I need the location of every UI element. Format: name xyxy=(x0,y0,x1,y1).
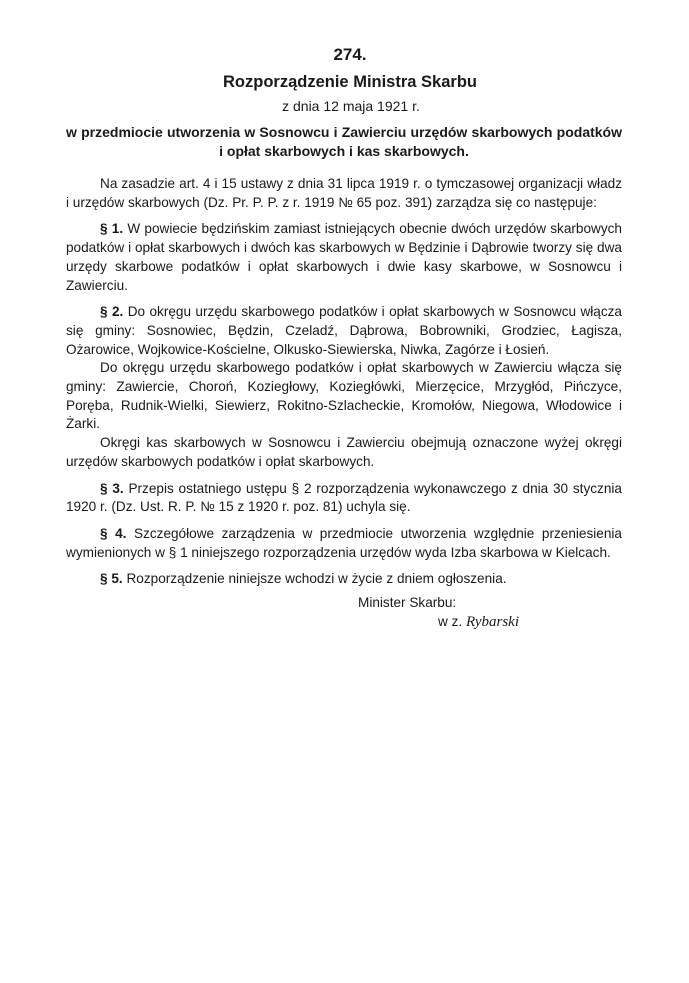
document-title: Rozporządzenie Ministra Skarbu xyxy=(223,73,477,91)
section-4-label: § 4. xyxy=(100,525,127,541)
section-2-text: Do okręgu urzędu skarbowego podatków i opłat skarbowych w Sosnowcu włącza się gminy: Sosnowiec, Będzin, Czeladź, Dąbrowa, Bobrowniki, Grodziec, Łagisza, Ożarowice, Wojkowice-Kościelne, Olkusko-Siewierska, Niwka, Zagórze i Łosień. xyxy=(66,304,622,357)
section-1 xyxy=(66,220,622,295)
section-1-label: § 1. xyxy=(100,221,124,237)
document-subject: w przedmiocie utworzenia w Sosnowcu i Zawierciu urzędów skarbowych podatków i opłat skarbowych i kas skarbowych. xyxy=(66,124,622,159)
section-2 xyxy=(66,303,622,359)
document-body xyxy=(66,175,622,589)
section-5 xyxy=(66,570,622,589)
preamble: Na zasadzie art. 4 i 15 ustawy z dnia 31 lipca 1919 r. o tymczasowej organizacji władz i urzędów skarbowych (Dz. Pr. P. P. z r. 1919 № 65 poz. 391) zarządza się co następuje: xyxy=(66,176,622,210)
section-4 xyxy=(66,525,622,562)
section-3-label: § 3. xyxy=(100,480,124,496)
section-3 xyxy=(66,480,622,517)
section-2-paragraph-2: Do okręgu urzędu skarbowego podatków i opłat skarbowych w Zawierciu włącza się gminy: Zawiercie, Choroń, Koziegłowy, Koziegłówki, Mierzęcice, Mrzygłód, Pińczyce, Poręba, Rudnik-Wielki, Siewierz, Rokitno-Szlacheckie, Kromołów, Niegowa, Włodowice i Żarki. xyxy=(66,360,622,432)
section-2-label: § 2. xyxy=(100,304,124,320)
section-3-text: Przepis ostatniego ustępu § 2 rozporządzenia wykonawczego z dnia 30 stycznia 1920 r. (Dz. Ust. R. P. № 15 z 1920 r. poz. 81) uchyla się. xyxy=(66,480,622,515)
signature-block xyxy=(66,593,622,632)
section-4-text: Szczegółowe zarządzenia w przedmiocie utworzenia względnie przeniesienia wymienionych w § 1 niniejszego rozporządzenia urzędów wyda Izba skarbowa w Kielcach. xyxy=(66,525,622,560)
signature-office: Minister Skarbu: xyxy=(358,595,457,611)
document-date: z dnia 12 maja 1921 r. xyxy=(282,98,420,114)
signature-name: Rybarski xyxy=(465,614,520,631)
section-5-label: § 5. xyxy=(100,571,123,587)
section-2-paragraph-3: Okręgi kas skarbowych w Sosnowcu i Zawierciu obejmują oznaczone wyżej okręgi urzędów skarbowych podatków i opłat skarbowych. xyxy=(66,435,622,469)
document-page xyxy=(66,44,622,632)
signature-line xyxy=(66,612,622,632)
signature-prefix: w z. xyxy=(438,614,463,630)
section-1-text: W powiecie będzińskim zamiast istniejących obecnie dwóch urzędów skarbowych podatków i opłat skarbowych i dwóch kas skarbowych w Będzinie i Dąbrowie tworzy się dwa urzędy skarbowe podatków i opłat skarbowych i dwie kasy skarbowe, w Sosnowcu i Zawierciu. xyxy=(66,221,622,293)
section-5-text: Rozporządzenie niniejsze wchodzi w życie z dniem ogłoszenia. xyxy=(126,571,507,587)
page-number: 274. xyxy=(333,45,367,64)
